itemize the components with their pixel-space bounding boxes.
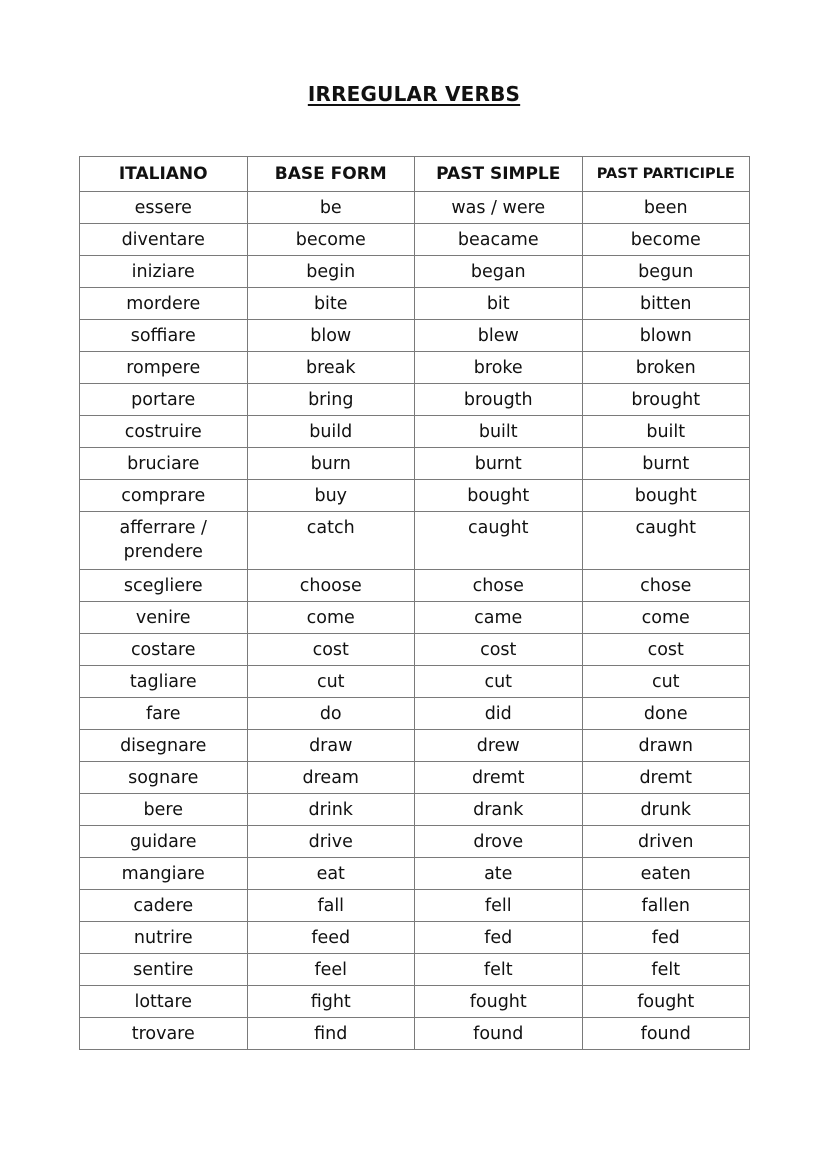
cell-past-simple: was / were [415, 192, 583, 224]
table-row [80, 192, 750, 224]
cell-italiano: cadere [80, 890, 248, 922]
cell-base-form: be [247, 192, 415, 224]
table-row [80, 794, 750, 826]
cell-past-simple: did [415, 698, 583, 730]
column-header-past-simple: PAST SIMPLE [415, 157, 583, 192]
cell-italiano: costruire [80, 416, 248, 448]
cell-past-participle: felt [582, 954, 750, 986]
page-title: IRREGULAR VERBS [307, 82, 521, 106]
cell-base-form: eat [247, 858, 415, 890]
table-row [80, 890, 750, 922]
cell-past-participle: found [582, 1018, 750, 1050]
table-row [80, 1018, 750, 1050]
cell-past-simple: ate [415, 858, 583, 890]
cell-base-form: bring [247, 384, 415, 416]
cell-past-simple: bought [415, 480, 583, 512]
table-row [80, 448, 750, 480]
table-row [80, 922, 750, 954]
cell-base-form: do [247, 698, 415, 730]
cell-past-simple: began [415, 256, 583, 288]
table-row [80, 512, 750, 570]
cell-past-participle: begun [582, 256, 750, 288]
cell-italiano: fare [80, 698, 248, 730]
cell-italiano: guidare [80, 826, 248, 858]
cell-past-participle: brought [582, 384, 750, 416]
table-row [80, 288, 750, 320]
cell-past-participle: come [582, 602, 750, 634]
cell-italiano: venire [80, 602, 248, 634]
cell-italiano: bere [80, 794, 248, 826]
cell-italiano: mordere [80, 288, 248, 320]
cell-base-form: drink [247, 794, 415, 826]
cell-past-simple: cut [415, 666, 583, 698]
cell-past-simple: built [415, 416, 583, 448]
cell-past-simple: drank [415, 794, 583, 826]
cell-past-simple: fell [415, 890, 583, 922]
cell-past-simple: brougth [415, 384, 583, 416]
table-row [80, 570, 750, 602]
cell-past-simple: found [415, 1018, 583, 1050]
cell-past-participle: fought [582, 986, 750, 1018]
cell-past-participle: built [582, 416, 750, 448]
cell-past-participle: blown [582, 320, 750, 352]
table-row [80, 826, 750, 858]
cell-italiano: sognare [80, 762, 248, 794]
table-row [80, 986, 750, 1018]
cell-italiano: lottare [80, 986, 248, 1018]
cell-italiano: afferrare / prendere [80, 512, 248, 570]
table-row [80, 698, 750, 730]
cell-past-participle: been [582, 192, 750, 224]
cell-past-participle: done [582, 698, 750, 730]
cell-italiano: trovare [80, 1018, 248, 1050]
cell-past-participle: fed [582, 922, 750, 954]
cell-italiano: iniziare [80, 256, 248, 288]
table-row [80, 256, 750, 288]
irregular-verbs-table [79, 156, 750, 1050]
table-row [80, 352, 750, 384]
cell-base-form: bite [247, 288, 415, 320]
cell-base-form: cost [247, 634, 415, 666]
table-row [80, 954, 750, 986]
cell-past-simple: chose [415, 570, 583, 602]
cell-base-form: break [247, 352, 415, 384]
cell-past-participle: caught [582, 512, 750, 570]
table-row [80, 416, 750, 448]
cell-italiano: soffiare [80, 320, 248, 352]
cell-past-participle: bought [582, 480, 750, 512]
cell-past-participle: drunk [582, 794, 750, 826]
cell-past-simple: drew [415, 730, 583, 762]
cell-past-simple: dremt [415, 762, 583, 794]
cell-past-participle: burnt [582, 448, 750, 480]
cell-italiano: tagliare [80, 666, 248, 698]
cell-past-simple: drove [415, 826, 583, 858]
table-row [80, 384, 750, 416]
table-row [80, 634, 750, 666]
cell-past-participle: cost [582, 634, 750, 666]
cell-italiano: diventare [80, 224, 248, 256]
cell-base-form: blow [247, 320, 415, 352]
cell-past-participle: become [582, 224, 750, 256]
cell-past-simple: beacame [415, 224, 583, 256]
cell-base-form: begin [247, 256, 415, 288]
cell-base-form: find [247, 1018, 415, 1050]
table-row [80, 602, 750, 634]
table-row [80, 320, 750, 352]
cell-base-form: cut [247, 666, 415, 698]
cell-base-form: buy [247, 480, 415, 512]
cell-base-form: come [247, 602, 415, 634]
cell-italiano: essere [80, 192, 248, 224]
cell-past-simple: blew [415, 320, 583, 352]
cell-base-form: catch [247, 512, 415, 570]
cell-past-simple: cost [415, 634, 583, 666]
cell-italiano: mangiare [80, 858, 248, 890]
cell-past-simple: burnt [415, 448, 583, 480]
cell-past-participle: chose [582, 570, 750, 602]
cell-past-simple: fought [415, 986, 583, 1018]
cell-base-form: build [247, 416, 415, 448]
cell-italiano: disegnare [80, 730, 248, 762]
column-header-italiano: ITALIANO [80, 157, 248, 192]
cell-italiano: costare [80, 634, 248, 666]
cell-past-participle: dremt [582, 762, 750, 794]
cell-base-form: become [247, 224, 415, 256]
cell-italiano: comprare [80, 480, 248, 512]
cell-italiano: bruciare [80, 448, 248, 480]
cell-italiano: rompere [80, 352, 248, 384]
cell-base-form: burn [247, 448, 415, 480]
cell-base-form: choose [247, 570, 415, 602]
cell-past-participle: broken [582, 352, 750, 384]
cell-past-simple: fed [415, 922, 583, 954]
cell-base-form: feed [247, 922, 415, 954]
cell-past-participle: fallen [582, 890, 750, 922]
cell-past-simple: came [415, 602, 583, 634]
table-row [80, 480, 750, 512]
cell-past-simple: felt [415, 954, 583, 986]
cell-italiano: scegliere [80, 570, 248, 602]
cell-base-form: fall [247, 890, 415, 922]
cell-past-participle: eaten [582, 858, 750, 890]
cell-past-participle: cut [582, 666, 750, 698]
cell-base-form: fight [247, 986, 415, 1018]
cell-italiano: nutrire [80, 922, 248, 954]
cell-past-participle: driven [582, 826, 750, 858]
cell-past-simple: bit [415, 288, 583, 320]
table-row [80, 224, 750, 256]
cell-italiano: portare [80, 384, 248, 416]
table-row [80, 858, 750, 890]
cell-past-simple: caught [415, 512, 583, 570]
cell-past-participle: drawn [582, 730, 750, 762]
column-header-base-form: BASE FORM [247, 157, 415, 192]
cell-past-participle: bitten [582, 288, 750, 320]
cell-base-form: drive [247, 826, 415, 858]
column-header-past-participle: PAST PARTICIPLE [582, 157, 750, 192]
table-row [80, 666, 750, 698]
table-header-row [80, 157, 750, 192]
cell-base-form: feel [247, 954, 415, 986]
table-row [80, 762, 750, 794]
cell-base-form: dream [247, 762, 415, 794]
cell-past-simple: broke [415, 352, 583, 384]
table-row [80, 730, 750, 762]
cell-italiano: sentire [80, 954, 248, 986]
cell-base-form: draw [247, 730, 415, 762]
